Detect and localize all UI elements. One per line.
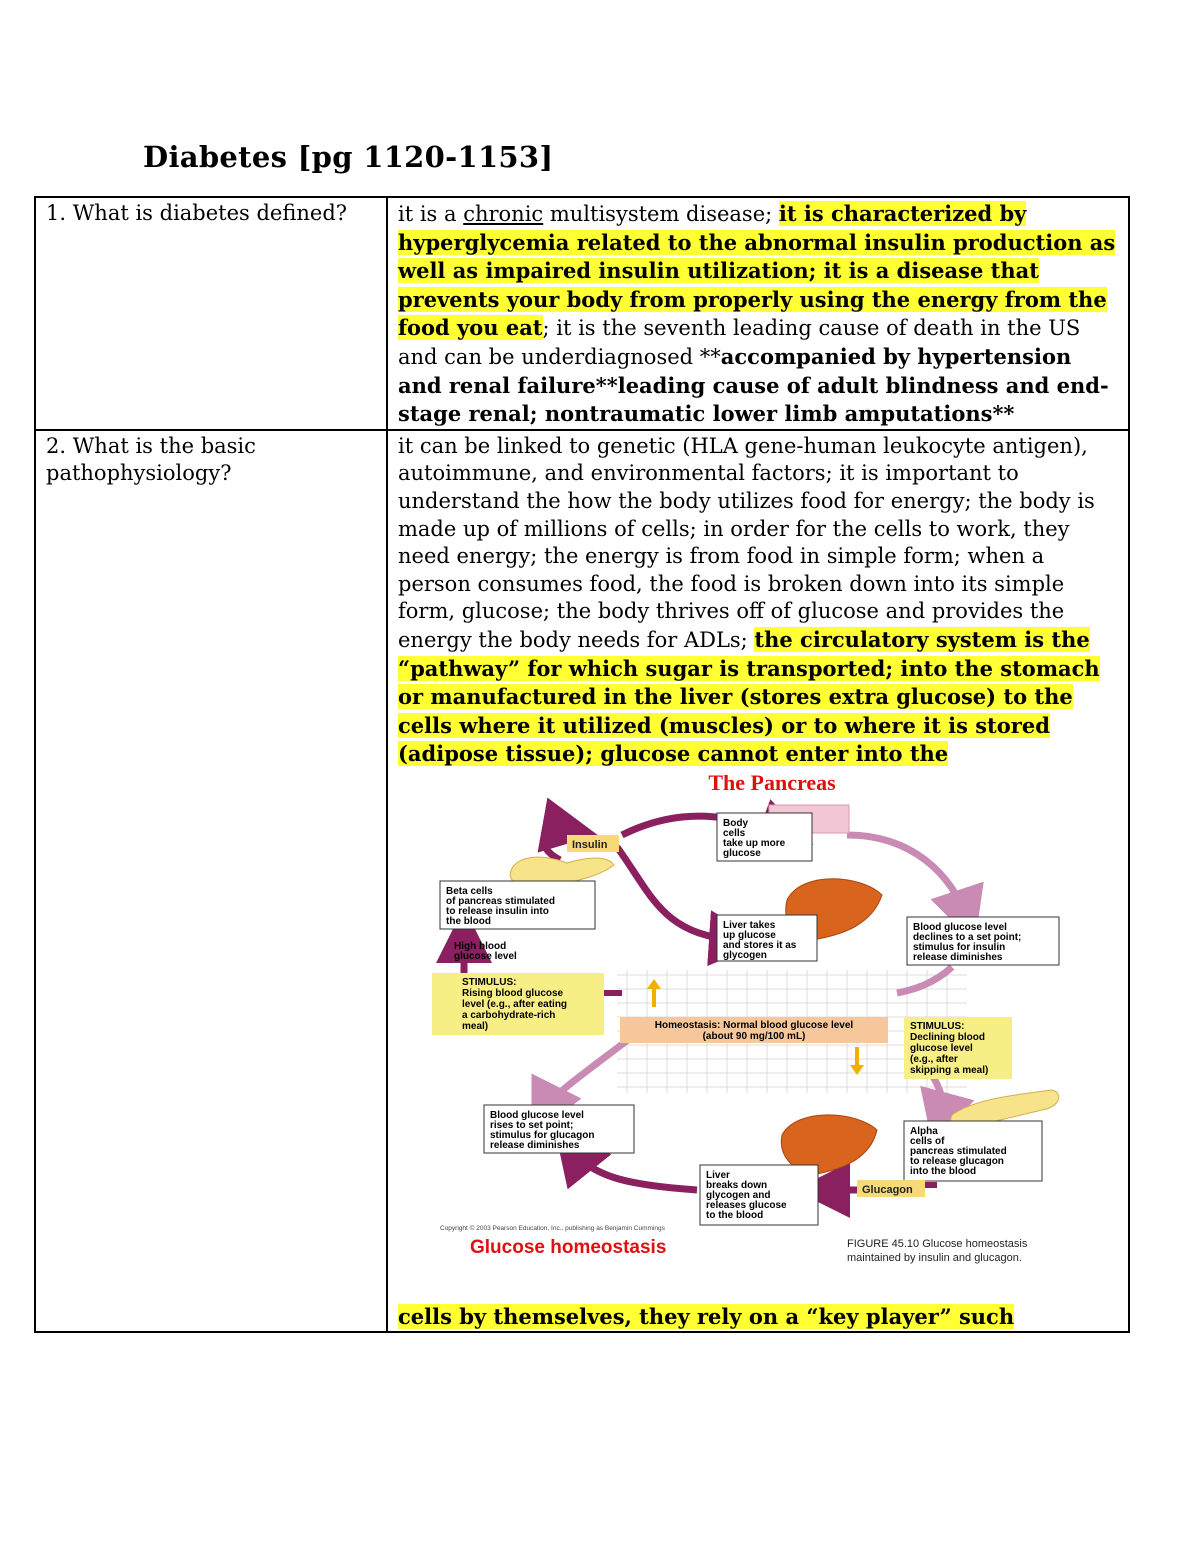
svg-text:Liver: Liver — [706, 1169, 730, 1181]
question-cell — [35, 197, 387, 430]
high-blood-label — [454, 941, 517, 962]
svg-text:glucose level: glucose level — [454, 950, 517, 962]
bold-text: accompanied by hypertension and renal failure**leading cause of adult blindness and end-stage renal; nontraumatic lower limb amputations** — [398, 343, 1109, 427]
svg-text:into the blood: into the blood — [910, 1165, 977, 1177]
pancreas-icon — [951, 1090, 1059, 1126]
svg-text:of pancreas stimulated: of pancreas stimulated — [446, 895, 555, 907]
answer-text: ; it is the seventh leading cause of death in the US and can be underdiagnosed ** — [398, 316, 1081, 369]
svg-text:glucose level: glucose level — [910, 1042, 973, 1054]
answer-text: multisystem disease; — [543, 202, 779, 226]
stimulus-rising-box — [432, 973, 604, 1035]
underlined-term: chronic — [463, 202, 544, 226]
question-cell — [35, 430, 387, 1333]
qa-table — [34, 196, 1130, 1333]
svg-text:Blood glucose level: Blood glucose level — [490, 1109, 584, 1121]
insulin-label: Insulin — [572, 838, 608, 851]
svg-text:(e.g., after: (e.g., after — [910, 1053, 958, 1065]
svg-text:STIMULUS:: STIMULUS: — [462, 976, 517, 988]
svg-text:and stores it as: and stores it as — [723, 939, 797, 951]
svg-text:Body: Body — [723, 817, 748, 829]
svg-text:(about 90 mg/100 mL): (about 90 mg/100 mL) — [702, 1030, 806, 1042]
svg-text:releases glucose: releases glucose — [706, 1199, 787, 1211]
svg-text:Blood glucose level: Blood glucose level — [913, 921, 1007, 933]
figure-caption: FIGURE 45.10 Glucose homeostasis — [847, 1237, 1028, 1250]
svg-text:Alpha: Alpha — [910, 1125, 938, 1137]
svg-text:STIMULUS:: STIMULUS: — [910, 1020, 965, 1032]
declines-box — [907, 917, 1059, 965]
svg-text:the blood: the blood — [446, 915, 491, 927]
glucagon-label: Glucagon — [862, 1183, 913, 1196]
figure-caption: maintained by insulin and glucagon. — [847, 1251, 1022, 1264]
document-title: Diabetes [pg 1120-1153] — [143, 140, 554, 174]
stimulus-declining-box — [904, 1017, 1012, 1079]
svg-text:release diminishes: release diminishes — [490, 1139, 580, 1151]
answer-cell — [387, 197, 1129, 430]
svg-text:breaks down: breaks down — [706, 1179, 768, 1191]
arrow-liver-to-rises — [572, 1150, 697, 1190]
svg-text:to release insulin into: to release insulin into — [446, 905, 549, 917]
svg-text:glycogen: glycogen — [723, 949, 767, 961]
svg-text:glycogen and: glycogen and — [706, 1189, 771, 1201]
answer-cell — [387, 430, 1129, 1333]
homeostasis-box — [620, 1017, 888, 1043]
svg-text:Liver takes: Liver takes — [723, 919, 776, 931]
svg-text:meal): meal) — [462, 1020, 489, 1032]
svg-text:Declining blood: Declining blood — [910, 1031, 985, 1043]
figure-title: The Pancreas — [708, 774, 836, 795]
svg-text:declines to a set point;: declines to a set point; — [913, 931, 1022, 943]
svg-text:to release glucagon: to release glucagon — [910, 1155, 1004, 1167]
svg-text:rises to set point;: rises to set point; — [490, 1119, 574, 1131]
table-row — [35, 430, 1129, 1333]
beta-cells-box — [440, 881, 595, 929]
arrow-homeostasis-to-rises — [544, 1033, 637, 1111]
svg-text:stimulus for insulin: stimulus for insulin — [913, 941, 1006, 953]
rises-box — [484, 1105, 634, 1153]
svg-text:level (e.g., after eating: level (e.g., after eating — [462, 998, 568, 1010]
arrowhead-up-yellow — [647, 979, 661, 989]
answer-text: it can be linked to genetic (HLA gene-human leukocyte antigen), autoimmune, and environmental factors; it is important to understand the how the body utilizes food for energy; the body is made up of millions of cells; in order for the cells to work, they need energy; the energy is from food in simple form; when a person consumes food, the food is broken down into its simple form, glucose; the body thrives off of glucose and provides the energy the body needs for ADLs; — [398, 433, 1095, 652]
svg-text:pancreas stimulated: pancreas stimulated — [910, 1145, 1007, 1157]
arrow-highblood-to-insulin — [543, 829, 570, 860]
svg-text:stimulus for glucagon: stimulus for glucagon — [490, 1129, 595, 1141]
svg-text:release diminishes: release diminishes — [913, 951, 1003, 963]
svg-text:Homeostasis: Normal blood gluc: Homeostasis: Normal blood glucose level — [654, 1019, 854, 1031]
body-cells-box — [717, 813, 812, 861]
svg-text:take up more: take up more — [723, 837, 786, 849]
copyright-text: Copyright © 2003 Pearson Education, Inc., publishing as Benjamin Cummings — [440, 1224, 665, 1232]
svg-text:up glucose: up glucose — [723, 929, 776, 941]
svg-text:cells: cells — [723, 827, 746, 839]
arrow-declining-to-alpha — [932, 1075, 942, 1120]
glucose-homeostasis-figure — [392, 775, 1092, 1295]
question-text: 2. What is the basic pathophysiology? — [46, 433, 256, 486]
svg-text:glucose: glucose — [723, 847, 761, 859]
svg-text:Beta cells: Beta cells — [446, 885, 493, 897]
svg-text:a carbohydrate-rich: a carbohydrate-rich — [462, 1009, 556, 1021]
answer-text: it is a — [398, 202, 464, 226]
svg-text:to the blood: to the blood — [706, 1209, 764, 1221]
alpha-cells-box — [904, 1121, 1042, 1181]
liver-takes-box — [717, 915, 817, 961]
question-text: 1. What is diabetes defined? — [46, 201, 348, 225]
highlighted-text: the circulatory system is the “pathway” for which sugar is transported; into the stomach or manufactured in the liver (stores extra glucose) to the cells where it utilized (muscles) or to where it is stored (adipose tissue); glucose cannot enter into the — [398, 626, 1100, 767]
svg-text:High blood: High blood — [454, 940, 507, 952]
svg-text:Rising blood glucose: Rising blood glucose — [462, 987, 564, 999]
svg-text:skipping a meal): skipping a meal) — [910, 1064, 989, 1076]
svg-text:cells of: cells of — [910, 1135, 945, 1147]
figure-caption-main: Glucose homeostasis — [470, 1236, 667, 1258]
liver-breaks-box — [700, 1165, 818, 1225]
highlighted-text: cells by themselves, they rely on a “key player” such — [398, 1303, 1015, 1329]
highlighted-text: it is characterized by hyperglycemia related to the abnormal insulin production as well as impaired insulin utilization; it is a disease that prevents your body from properly using the energy from the food you eat — [398, 201, 1116, 341]
table-row — [35, 197, 1129, 430]
